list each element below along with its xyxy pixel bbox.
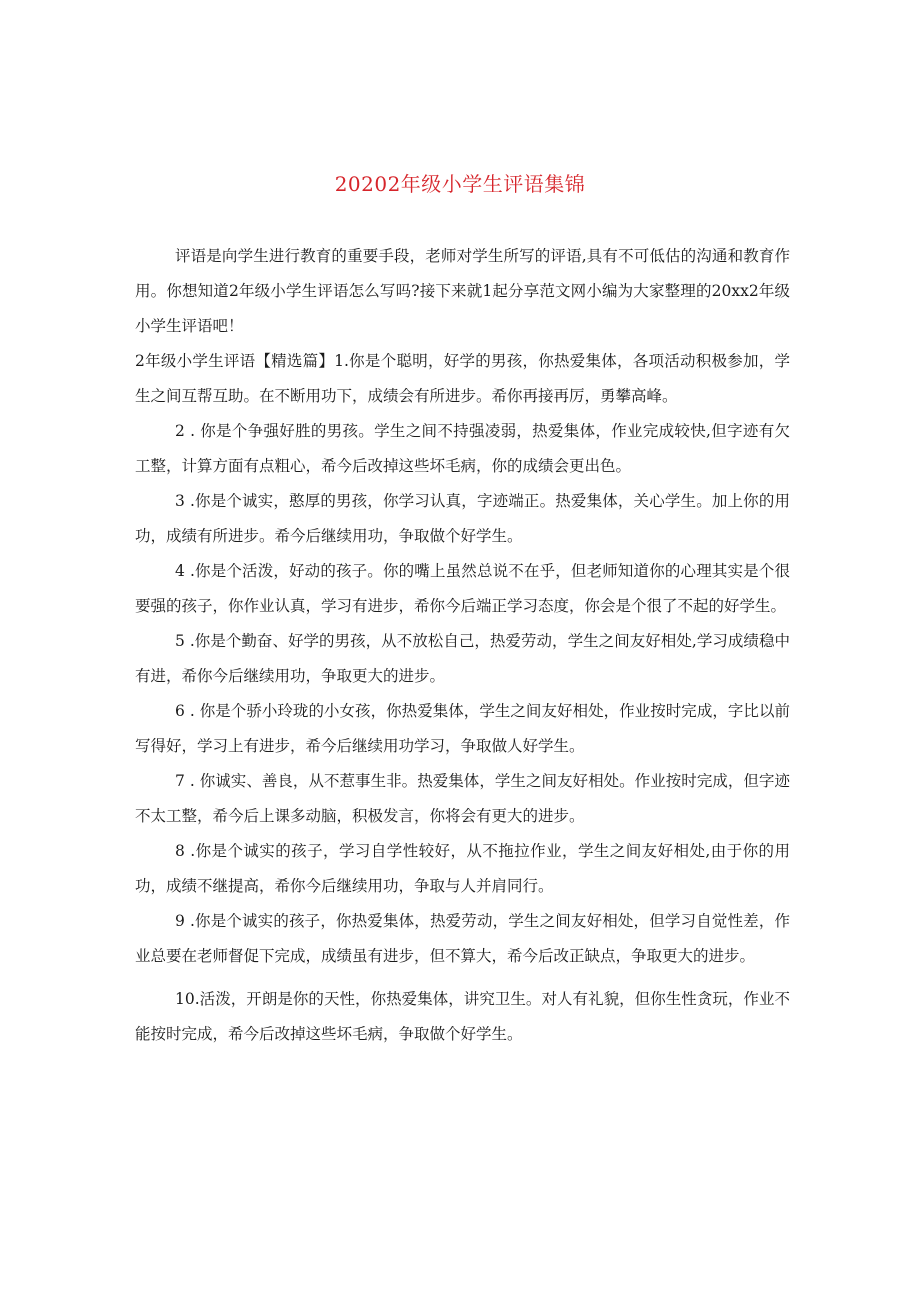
comment-item-8: 8 .你是个诚实的孩子，学习自学性较好，从不拖拉作业，学生之间友好相处,由于你的用功，成绩不继提高，希你今后继续用功，争取与人并肩同行。 <box>135 842 790 895</box>
section-heading-paragraph: 2年级小学生评语【精选篇】1.你是个聪明，好学的男孩，你热爱集体，各项活动积极参加，学生之间互帮互助。在不断用功下，成绩会有所进步。希你再接再厉，勇攀高峰。 <box>135 352 790 405</box>
comment-item-3: 3 .你是个诚实，憨厚的男孩，你学习认真，字迹端正。热爱集体，关心学生。加上你的用功，成绩有所进步。希今后继续用功，争取做个好学生。 <box>135 492 790 545</box>
document-body <box>135 239 790 1052</box>
comment-item-5: 5 .你是个勤奋、好学的男孩，从不放松自己，热爱劳动，学生之间友好相处,学习成绩稳中有进，希你今后继续用功，争取更大的进步。 <box>135 632 790 685</box>
comment-item-2: 2 . 你是个争强好胜的男孩。学生之间不持强凌弱，热爱集体，作业完成较快,但字迹有欠工整，计算方面有点粗心，希今后改掉这些坏毛病，你的成绩会更出色。 <box>135 422 790 475</box>
comment-item-10: 10.活泼，开朗是你的天性，你热爱集体，讲究卫生。对人有礼貌，但你生性贪玩，作业不能按时完成，希今后改掉这些坏毛病，争取做个好学生。 <box>135 990 790 1043</box>
intro-paragraph: 评语是向学生进行教育的重要手段，老师对学生所写的评语,具有不可低估的沟通和教育作用。你想知道2年级小学生评语怎么写吗?接下来就1起分享范文网小编为大家整理的20xx2年级小学生评语吧！ <box>135 247 790 335</box>
document-title: 20202年级小学生评语集锦 <box>334 172 586 196</box>
comment-item-4: 4 .你是个活泼，好动的孩子。你的嘴上虽然总说不在乎，但老师知道你的心理其实是个很要强的孩子，你作业认真，学习有进步，希你今后端正学习态度，你会是个很了不起的好学生。 <box>135 562 790 615</box>
comment-item-9: 9 .你是个诚实的孩子，你热爱集体，热爱劳动，学生之间友好相处，但学习自觉性差，作业总要在老师督促下完成，成绩虽有进步，但不算大，希今后改正缺点，争取更大的进步。 <box>135 912 790 965</box>
comment-item-6: 6 . 你是个骄小玲珑的小女孩，你热爱集体，学生之间友好相处，作业按时完成，字比以前写得好，学习上有进步，希今后继续用功学习，争取做人好学生。 <box>135 702 790 755</box>
comment-item-7: 7 . 你诚实、善良，从不惹事生非。热爱集体，学生之间友好相处。作业按时完成，但字迹不太工整，希今后上课多动脑，积极发言，你将会有更大的进步。 <box>135 772 790 825</box>
